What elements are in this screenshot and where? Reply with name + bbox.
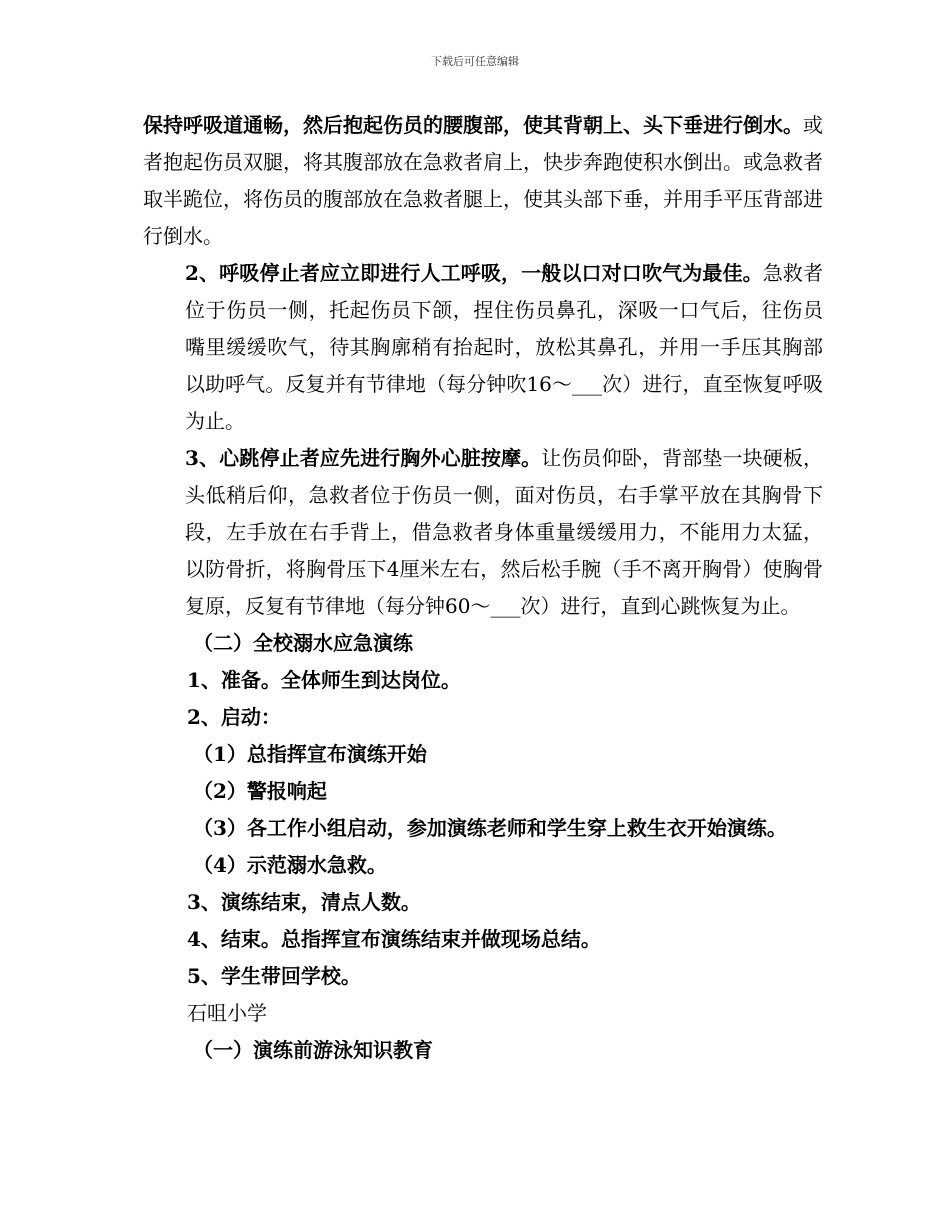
document-body [143,107,823,1069]
drill-step-3: 3、演练结束，清点人数。 [187,890,421,914]
paragraph-text: 急救者位于伤员一侧，托起伤员下颌，捏住伤员鼻孔，深吸一口气后，往伤员嘴里缓缓吹气，待其胸廓稍有抬起时，放松其鼻孔，并用一手压其胸部以助呼气。反复并有节律地（每分钟吹16～___次）进行，直至恢复呼吸为止。 [185,261,823,433]
paragraph-lead-bold: 3、心跳停止者应先进行胸外心脏按摩。 [185,446,542,470]
paragraph-lead-bold: 2、呼吸停止者应立即进行人工呼吸，一般以口对口吹气为最佳。 [185,261,763,285]
paragraph-text: 让伤员仰卧，背部垫一块硬板，头低稍后仰，急救者位于伤员一侧，面对伤员，右手掌平放在其胸骨下段，左手放在右手背上，借急救者身体重量缓缓用力，不能用力太猛，以防骨折，将胸骨压下4厘米左右，然后松手腕（手不离开胸骨）使胸骨复原，反复有节律地（每分钟60～___次）进行，直到心跳恢复为止。 [185,446,824,618]
paragraph-text: 或者抱起伤员双腿，将其腹部放在急救者肩上，快步奔跑使积水倒出。或急救者取半跪位，将伤员的腹部放在急救者腿上，使其头部下垂，并用手平压背部进行倒水。 [143,113,823,248]
drill-step-5: 5、学生带回学校。 [187,964,361,988]
paragraph-cardiac-massage [143,440,823,625]
drill-substep-1: （1）总指挥宣布演练开始 [193,742,427,766]
paragraph-lead-bold: 保持呼吸道通畅，然后抱起伤员的腰腹部，使其背朝上、头下垂进行倒水。 [143,113,803,137]
section-title-swim-education: （一）演练前游泳知识教育 [193,1038,433,1062]
school-name: 石咀小学 [187,1001,267,1025]
drill-substep-2: （2）警报响起 [193,779,327,803]
section-title-drill: （二）全校溺水应急演练 [193,631,413,655]
page-header: 下载后可任意编辑 [431,55,519,68]
drill-step-1: 1、准备。全体师生到达岗位。 [187,668,461,692]
paragraph-artificial-respiration [143,255,823,440]
drill-step-4: 4、结束。总指挥宣布演练结束并做现场总结。 [187,927,601,951]
drill-substep-4: （4）示范溺水急救。 [193,853,387,877]
paragraph-drain-water [143,107,823,255]
drill-step-2: 2、启动： [187,705,281,729]
drill-substep-3: （3）各工作小组启动，参加演练老师和学生穿上救生衣开始演练。 [193,816,787,840]
